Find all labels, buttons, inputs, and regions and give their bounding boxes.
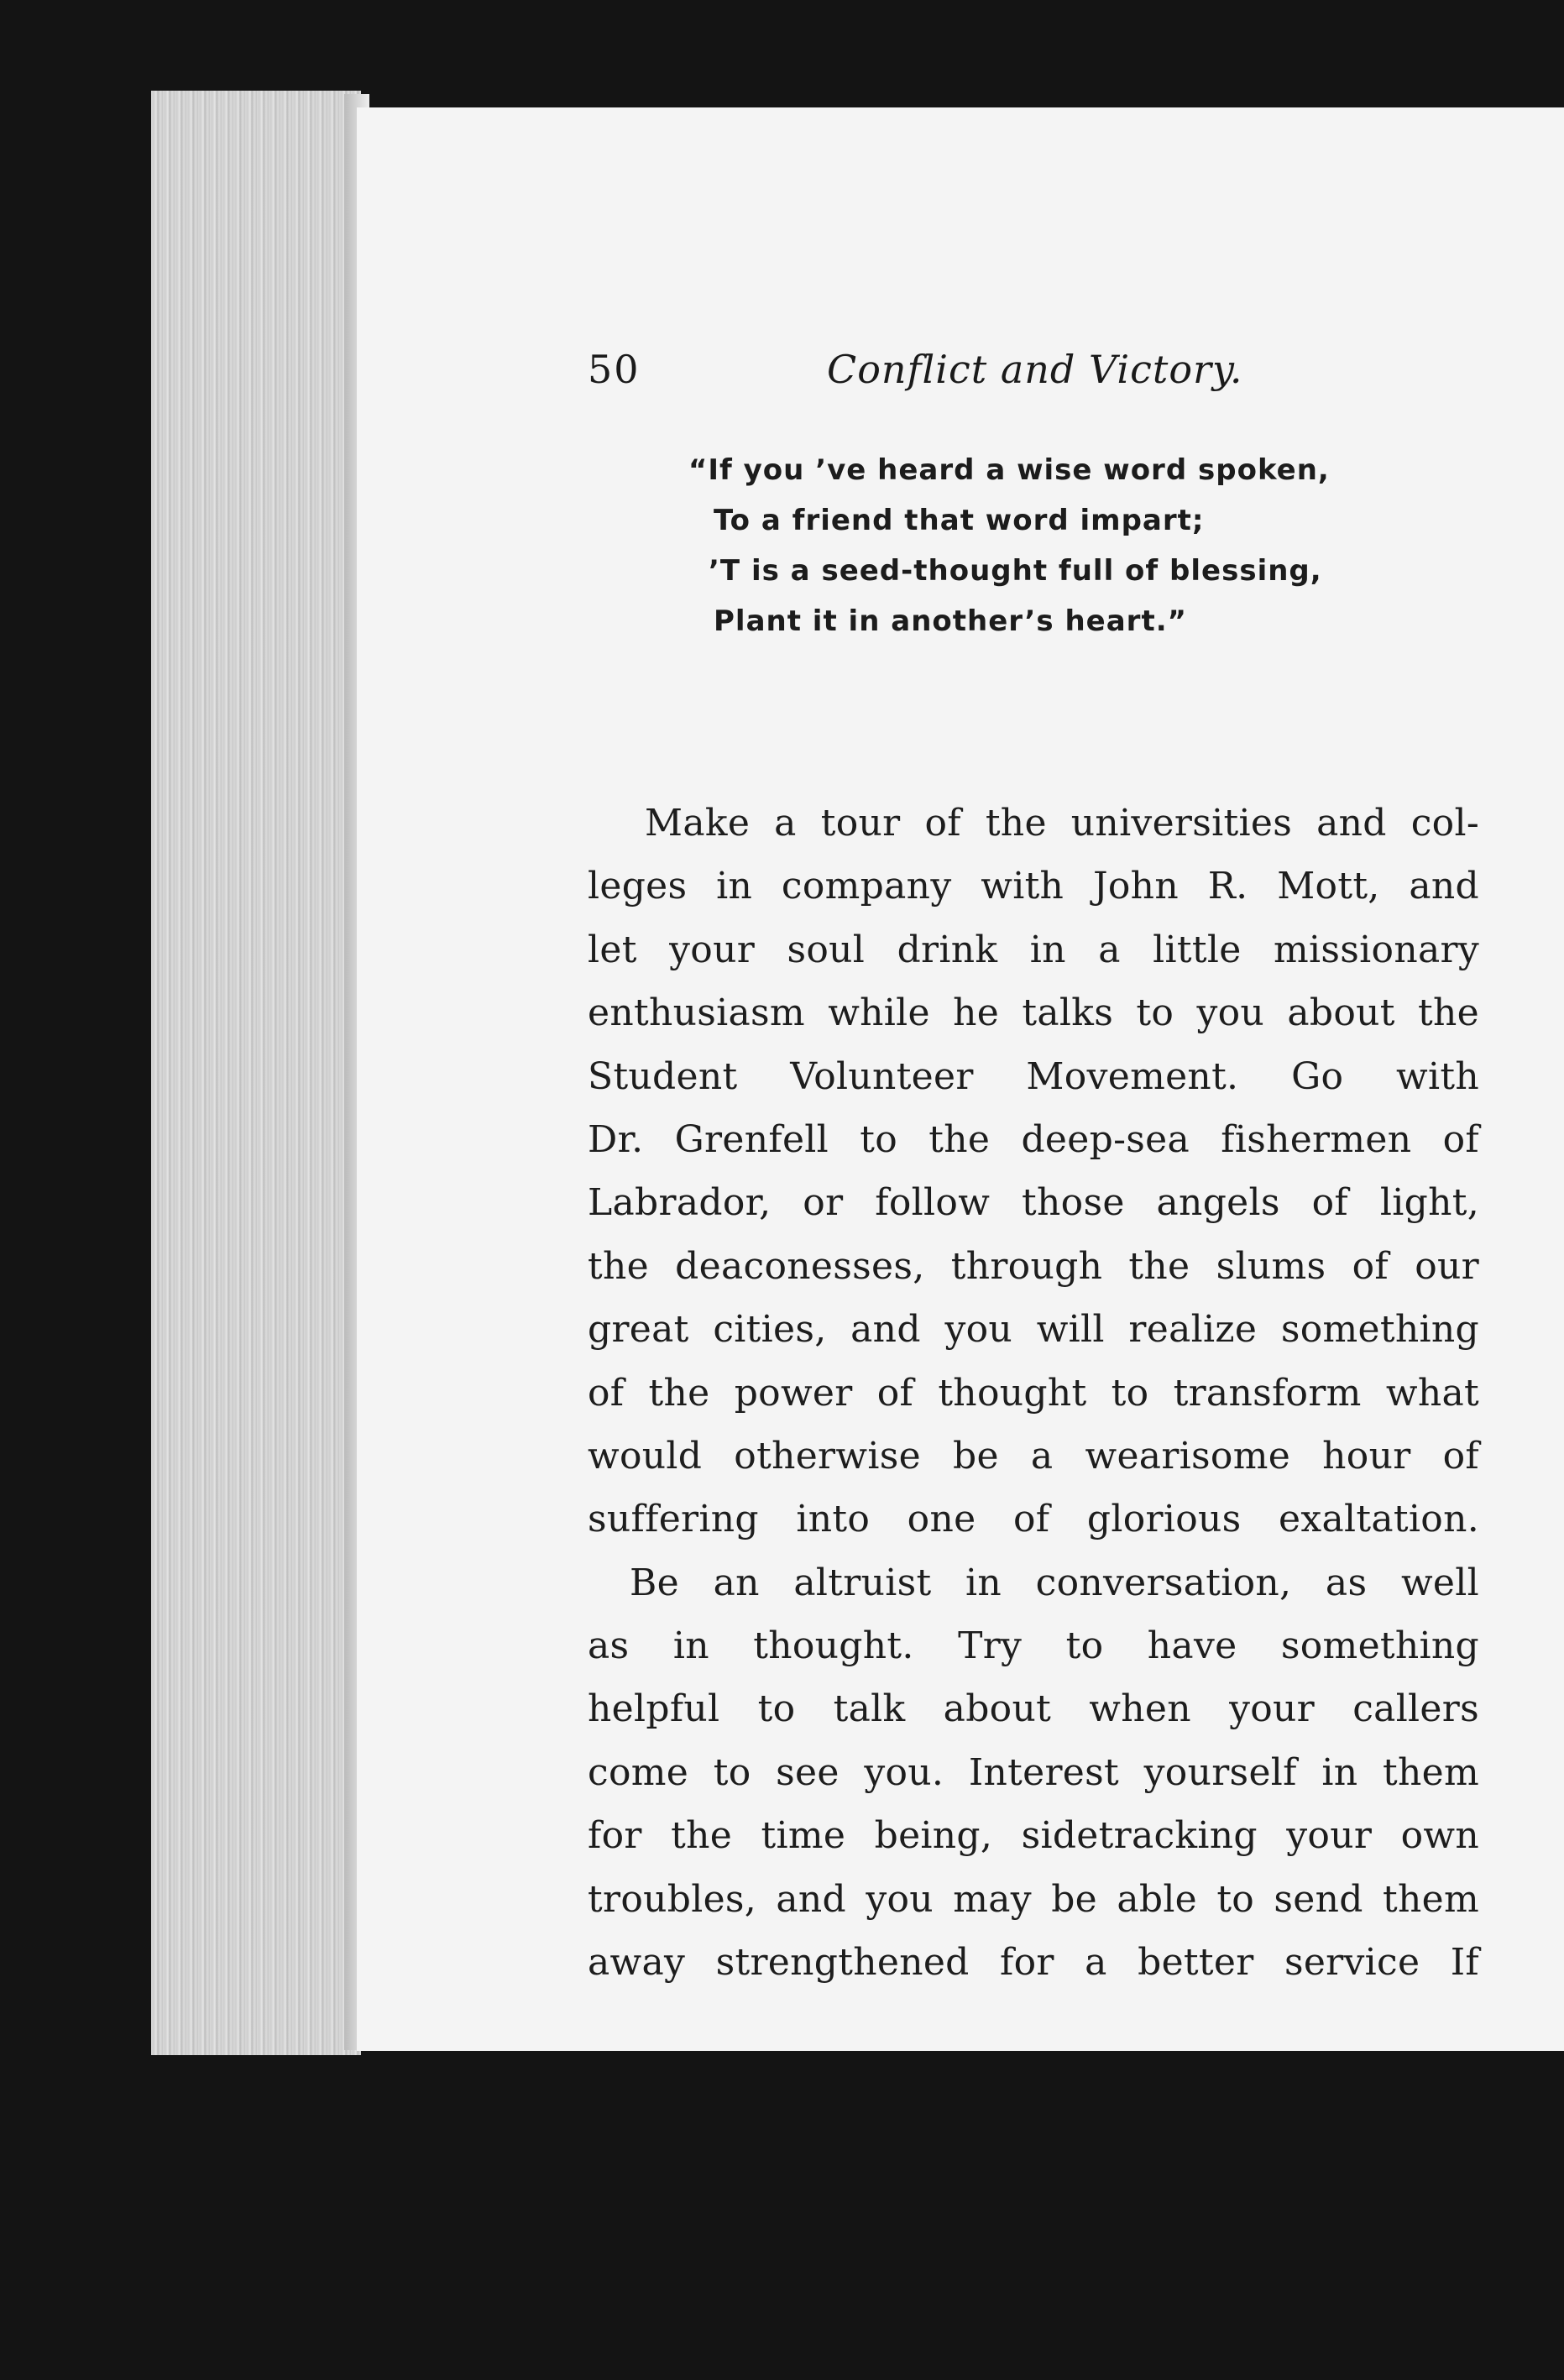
text-line: the deaconesses, through the slums of our xyxy=(588,1244,1479,1288)
poem-line: Plant it in another’s heart.” xyxy=(714,604,1187,638)
text-line: come to see you. Interest yourself in them xyxy=(588,1750,1479,1794)
text-line: leges in company with John R. Mott, and xyxy=(588,865,1479,908)
poem-line: To a friend that word impart; xyxy=(714,504,1205,537)
text-line: for the time being, sidetracking your own xyxy=(588,1814,1479,1858)
text-line: Be an altruist in conversation, as well xyxy=(630,1561,1479,1604)
running-title: Conflict and Victory. xyxy=(827,347,1243,392)
paragraph-1 xyxy=(588,792,1479,1551)
paragraph-2 xyxy=(588,1551,1479,1995)
text-line: of the power of thought to transform what xyxy=(588,1371,1479,1415)
running-header xyxy=(588,347,1494,405)
text-line: let your soul drink in a little missionary xyxy=(588,928,1479,971)
poem-line: “If you ’ve heard a wise word spoken, xyxy=(688,453,1330,487)
page-number: 50 xyxy=(588,347,641,392)
text-line: Make a tour of the universities and col- xyxy=(645,802,1479,845)
book-page xyxy=(357,107,1564,2051)
text-line: troubles, and you may be able to send them xyxy=(588,1877,1479,1921)
poem-quotation xyxy=(688,445,1494,646)
poem-line: ’T is a seed-thought full of blessing, xyxy=(709,554,1322,588)
text-line: away strengthened for a better service If xyxy=(588,1941,1479,1985)
text-line: Student Volunteer Movement. Go with xyxy=(588,1054,1479,1098)
text-line: great cities, and you will realize something xyxy=(588,1308,1479,1352)
page-edges xyxy=(151,91,361,2055)
text-line: Dr. Grenfell to the deep-sea fishermen of xyxy=(588,1117,1479,1161)
body-text xyxy=(588,792,1479,1994)
text-line: would otherwise be a wearisome hour of xyxy=(588,1434,1479,1478)
text-line: suffering into one of glorious exaltation. xyxy=(588,1498,1479,1541)
text-line: helpful to talk about when your callers xyxy=(588,1687,1479,1731)
text-line: Labrador, or follow those angels of light, xyxy=(588,1181,1479,1225)
text-line: as in thought. Try to have something xyxy=(588,1624,1479,1668)
text-line: enthusiasm while he talks to you about the xyxy=(588,991,1479,1035)
